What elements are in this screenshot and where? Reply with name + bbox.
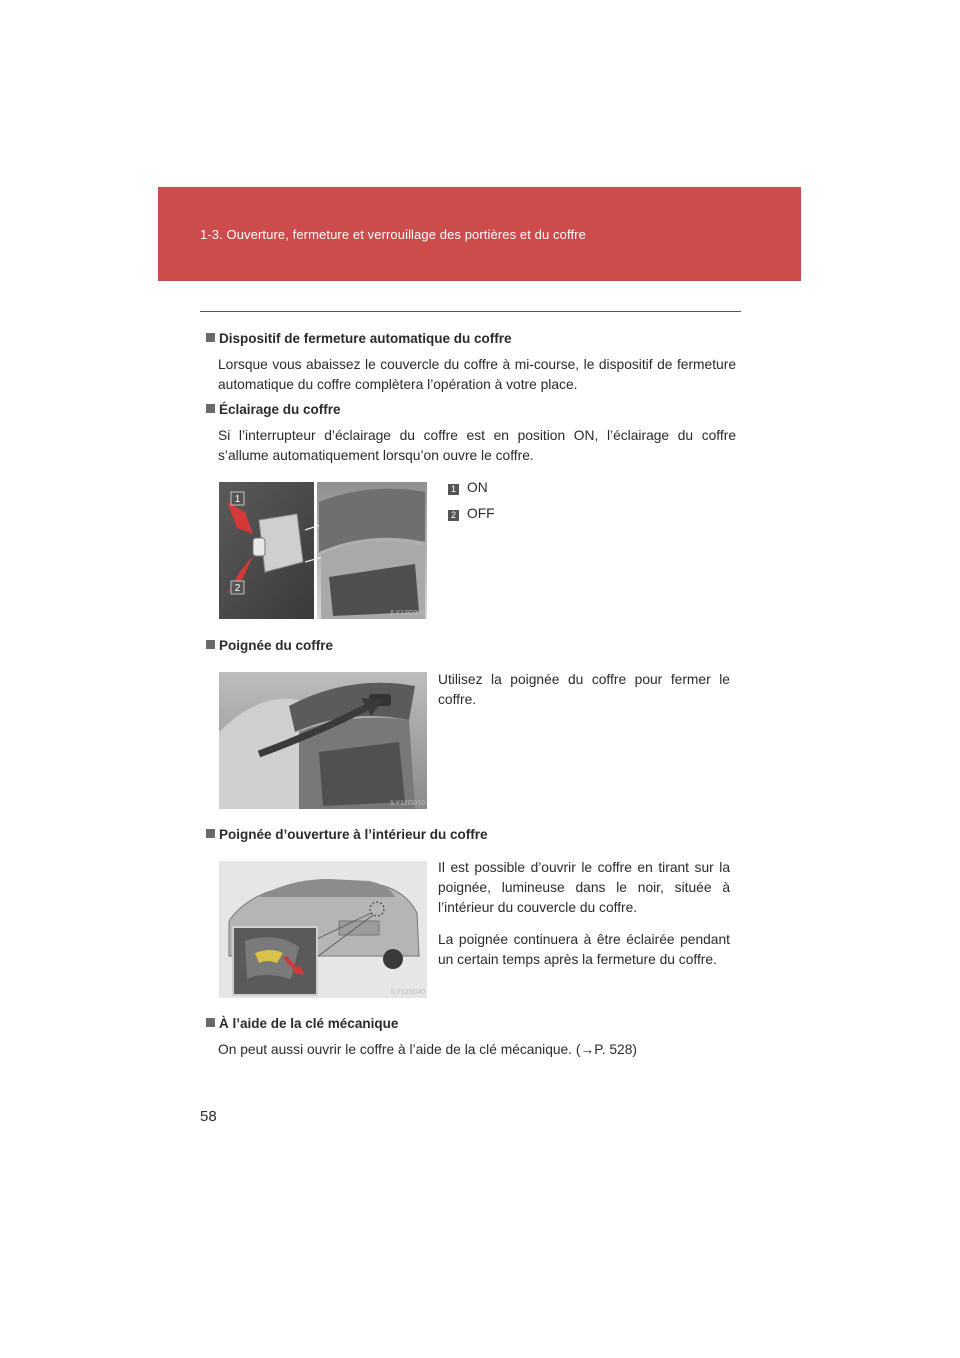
- inside-handle-figure: [219, 861, 427, 998]
- lighting-text: Si l’interrupteur d’éclairage du coffre est en position ON, l’éclairage du coffre s’allume automatiquement lorsqu’on ouvre le coffre.: [218, 428, 736, 463]
- figure-code: ILY12S040: [390, 989, 425, 996]
- number-1-icon: 1: [448, 484, 459, 495]
- bullet-square-icon: [206, 1018, 215, 1027]
- number-2-icon: 2: [448, 510, 459, 521]
- trunk-handle-figure: [219, 672, 427, 809]
- section-heading-lighting: Éclairage du coffre: [206, 402, 341, 417]
- section-heading-auto-close: Dispositif de fermeture automatique du coffre: [206, 331, 512, 346]
- bullet-square-icon: [206, 333, 215, 342]
- handle-text: Utilisez la poignée du coffre pour fermer le coffre.: [438, 672, 730, 707]
- chapter-title: 1-3. Ouverture, fermeture et verrouillage des portières et du coffre: [200, 227, 586, 242]
- section-heading-mech-key: À l’aide de la clé mécanique: [206, 1016, 398, 1031]
- bullet-square-icon: [206, 404, 215, 413]
- section-heading-handle: Poignée du coffre: [206, 638, 333, 653]
- figure-mark-1: 1: [234, 494, 241, 505]
- legend-item-on: 1 ON: [448, 480, 488, 495]
- trunk-light-switch-figure: [219, 482, 427, 619]
- figure-code: ILY12G010: [390, 800, 425, 807]
- section-heading-inside-handle: Poignée d’ouverture à l’intérieur du coffre: [206, 827, 488, 842]
- bullet-square-icon: [206, 829, 215, 838]
- auto-close-text: Lorsque vous abaissez le couvercle du coffre à mi-course, le dispositif de fermeture automatique du coffre complètera l’opération à votre place.: [218, 357, 736, 392]
- page-number: 58: [200, 1108, 217, 1125]
- figure-mark-2: 2: [234, 583, 241, 594]
- inside-handle-text: Il est possible d’ouvrir le coffre en tirant sur la poignée, lumineuse dans le noir, située à l’intérieur du couvercle du coffre. La poignée continuera à être éclairée pendant un certain temps après la fermeture du coffre.: [438, 860, 730, 967]
- chapter-header-band: [158, 187, 801, 281]
- header-rule: [200, 311, 741, 312]
- legend-item-off: 2 OFF: [448, 506, 495, 521]
- bullet-square-icon: [206, 640, 215, 649]
- mech-key-text: On peut aussi ouvrir le coffre à l’aide de la clé mécanique. (→P. 528): [218, 1042, 637, 1057]
- figure-code: ILY12G004: [390, 610, 425, 617]
